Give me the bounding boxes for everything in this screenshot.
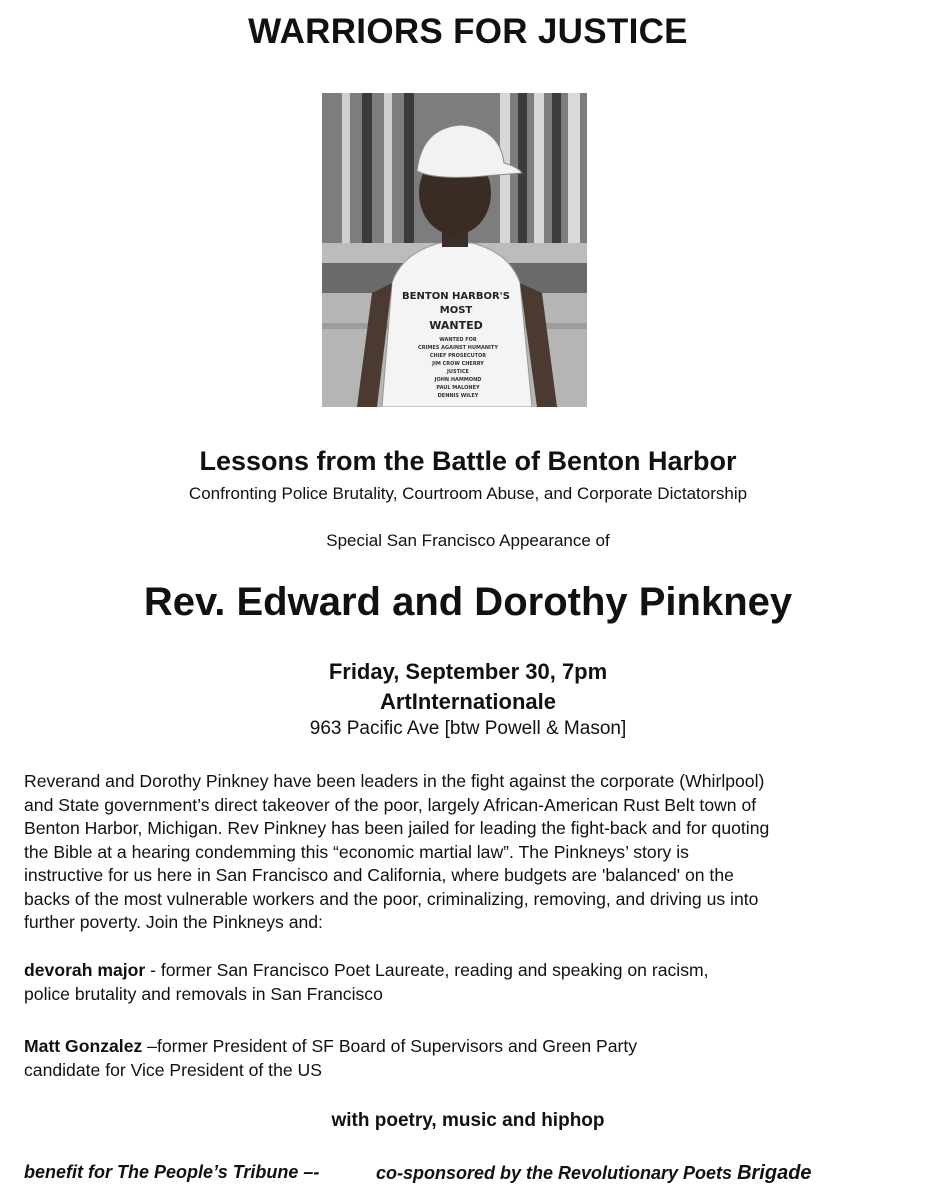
speaker-bio-cont: police brutality and removals in San Francisco bbox=[24, 983, 383, 1004]
speaker-name: Matt Gonzalez bbox=[24, 1036, 143, 1056]
speaker-bio: - former San Francisco Poet Laureate, reading and speaking on racism, bbox=[145, 960, 709, 980]
footer-cosponsor-text: co-sponsored by the Revolutionary Poets bbox=[376, 1163, 738, 1183]
shirt-text-3: WANTED bbox=[429, 319, 483, 332]
pinkney-photo-illustration bbox=[322, 93, 587, 407]
footer-benefit: benefit for The People’s Tribune –- bbox=[24, 1162, 320, 1182]
event-address: 963 Pacific Ave [btw Powell & Mason] bbox=[309, 718, 627, 739]
event-heading: Lessons from the Battle of Benton Harbor bbox=[199, 446, 737, 476]
speaker-devorah-major bbox=[24, 959, 914, 1006]
event-venue: ArtInternationale bbox=[379, 689, 557, 714]
description-line: and State government’s direct takeover of the poor, largely African-American Rust Belt town of bbox=[24, 794, 757, 815]
description-line: further poverty. Join the Pinkneys and: bbox=[24, 912, 323, 932]
pinkney-photo bbox=[322, 93, 587, 407]
description-line: backs of the most vulnerable workers and the poor, criminalizing, removing, and driving us into bbox=[24, 888, 759, 909]
speaker-name: devorah major bbox=[24, 960, 146, 980]
description-line: instructive for us here in San Francisco and California, where budgets are 'balanced' on the bbox=[24, 865, 734, 885]
event-date: Friday, September 30, 7pm bbox=[328, 659, 608, 684]
flyer-title: WARRIORS FOR JUSTICE bbox=[248, 12, 688, 51]
shirt-text-2: MOST bbox=[439, 305, 473, 316]
description-line: Benton Harbor, Michigan. Rev Pinkney has been jailed for leading the fight-back and for quoting bbox=[24, 818, 770, 838]
shirt-small-2: CRIMES AGAINST HUMANITY bbox=[418, 345, 498, 351]
shirt-small-5: JUSTICE bbox=[447, 369, 469, 375]
shirt-small-3: CHIEF PROSECUTOR bbox=[429, 353, 487, 359]
speaker-matt-gonzalez bbox=[24, 1035, 914, 1082]
description-line: the Bible at a hearing condemming this “economic martial law”. The Pinkneys’ story is bbox=[24, 841, 689, 862]
description-line: Reverand and Dorothy Pinkney have been leaders in the fight against the corporate (Whirlpool) bbox=[24, 771, 765, 791]
speaker-names-title: Rev. Edward and Dorothy Pinkney bbox=[143, 580, 793, 624]
shirt-small-1: WANTED FOR bbox=[439, 337, 477, 343]
shirt-small-6: JOHN HAMMOND bbox=[434, 377, 482, 383]
shirt-small-8: DENNIS WILEY bbox=[437, 393, 479, 399]
shirt-small-4: JIM CROW CHERRY bbox=[432, 361, 484, 367]
extras-line: with poetry, music and hiphop bbox=[331, 1110, 605, 1131]
shirt-small-7: PAUL MALONEY bbox=[436, 385, 480, 391]
speaker-bio: –former President of SF Board of Supervisors and Green Party bbox=[142, 1036, 638, 1056]
shirt-text-1: BENTON HARBOR'S bbox=[402, 291, 510, 302]
speaker-bio-cont: candidate for Vice President of the US bbox=[24, 1059, 322, 1080]
special-appearance-line: Special San Francisco Appearance of bbox=[326, 531, 610, 550]
description-paragraph bbox=[24, 770, 914, 935]
footer-cosponsor-brigade: Brigade bbox=[737, 1162, 812, 1184]
event-subheading: Confronting Police Brutality, Courtroom Abuse, and Corporate Dictatorship bbox=[188, 484, 748, 503]
footer-cosponsor bbox=[376, 1162, 812, 1185]
